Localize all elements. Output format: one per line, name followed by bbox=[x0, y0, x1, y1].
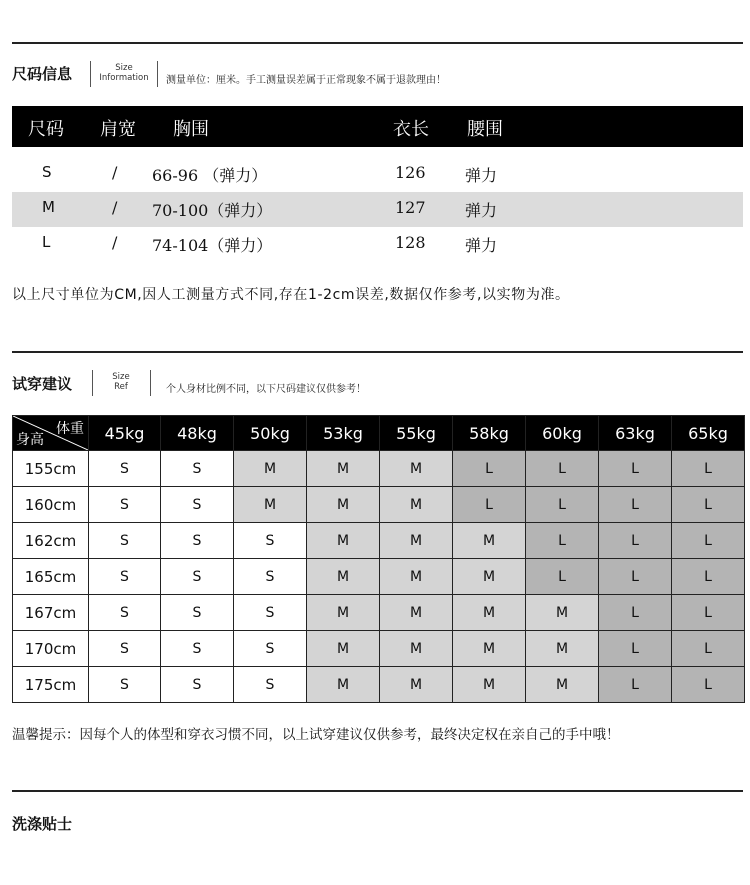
corner-weight-label: 体重 bbox=[56, 421, 84, 437]
size-cell: S bbox=[161, 487, 234, 523]
size-cell: S bbox=[234, 667, 307, 703]
size-cell: S bbox=[161, 667, 234, 703]
height-cell: 162cm bbox=[13, 523, 89, 559]
height-cell: 167cm bbox=[13, 595, 89, 631]
height-cell: 165cm bbox=[13, 559, 89, 595]
wash-title: 洗涤贴士 bbox=[12, 815, 73, 833]
size-cell: S bbox=[234, 559, 307, 595]
size-cell: M bbox=[526, 595, 599, 631]
size-cell: M bbox=[380, 487, 453, 523]
size-row: M / 70-100（弹力） 127 弹力 bbox=[12, 192, 743, 227]
size-cell: M bbox=[453, 559, 526, 595]
size-cell: S bbox=[161, 451, 234, 487]
size-cell: S bbox=[89, 667, 161, 703]
size-ref-title: 试穿建议 bbox=[12, 375, 73, 393]
size-cell: M bbox=[307, 595, 380, 631]
weight-header: 53kg bbox=[307, 416, 380, 451]
size-ref-note: 个人身材比例不同，以下尺码建议仅供参考！ bbox=[166, 384, 366, 395]
table-row bbox=[13, 595, 745, 631]
size-cell: L bbox=[599, 451, 672, 487]
size-cell: S bbox=[161, 631, 234, 667]
size-cell: L bbox=[599, 559, 672, 595]
size-cell: L bbox=[526, 559, 599, 595]
table-corner bbox=[13, 416, 89, 451]
table-row bbox=[13, 631, 745, 667]
table-row bbox=[13, 559, 745, 595]
size-cell: S bbox=[161, 523, 234, 559]
section-divider bbox=[12, 351, 743, 353]
height-cell: 160cm bbox=[13, 487, 89, 523]
size-cell: S bbox=[89, 487, 161, 523]
size-cell: M bbox=[380, 631, 453, 667]
header-shoulder: 肩宽 bbox=[100, 119, 136, 140]
size-cell: S bbox=[89, 595, 161, 631]
size-cell: S bbox=[234, 523, 307, 559]
size-cell: M bbox=[380, 667, 453, 703]
size-info-title: 尺码信息 bbox=[12, 65, 73, 83]
size-cell: S bbox=[234, 595, 307, 631]
size-cell: M bbox=[307, 487, 380, 523]
table-row bbox=[13, 451, 745, 487]
size-cell: L bbox=[672, 667, 745, 703]
size-cell: L bbox=[599, 631, 672, 667]
size-recommendation-table bbox=[12, 415, 745, 703]
title-separator bbox=[90, 61, 91, 87]
size-cell: L bbox=[672, 523, 745, 559]
corner-height-label: 身高 bbox=[16, 432, 44, 448]
size-remark: 以上尺寸单位为CM,因人工测量方式不同,存在1-2cm误差,数据仅作参考,以实物为准。 bbox=[12, 287, 570, 303]
header-size: 尺码 bbox=[28, 119, 64, 140]
height-cell: 155cm bbox=[13, 451, 89, 487]
size-cell: M bbox=[234, 451, 307, 487]
size-cell: L bbox=[672, 559, 745, 595]
size-info-en-label: Size Information bbox=[99, 63, 149, 83]
size-cell: L bbox=[672, 487, 745, 523]
size-cell: M bbox=[380, 595, 453, 631]
size-cell: M bbox=[307, 451, 380, 487]
header-chest: 胸围 bbox=[173, 119, 209, 140]
header-length: 衣长 bbox=[393, 119, 429, 140]
height-cell: 175cm bbox=[13, 667, 89, 703]
size-cell: M bbox=[453, 667, 526, 703]
size-cell: M bbox=[380, 523, 453, 559]
size-cell: S bbox=[89, 631, 161, 667]
table-row bbox=[13, 667, 745, 703]
size-cell: M bbox=[453, 523, 526, 559]
size-cell: L bbox=[672, 595, 745, 631]
size-cell: S bbox=[161, 559, 234, 595]
size-cell: M bbox=[453, 631, 526, 667]
size-cell: M bbox=[380, 559, 453, 595]
size-cell: S bbox=[89, 523, 161, 559]
size-cell: L bbox=[599, 667, 672, 703]
top-divider bbox=[12, 42, 743, 44]
size-cell: M bbox=[380, 451, 453, 487]
size-cell: M bbox=[307, 559, 380, 595]
size-cell: M bbox=[526, 667, 599, 703]
weight-header-row bbox=[13, 416, 745, 451]
size-cell: L bbox=[526, 451, 599, 487]
size-cell: L bbox=[599, 595, 672, 631]
title-separator bbox=[92, 370, 93, 396]
size-cell: S bbox=[234, 631, 307, 667]
weight-header: 58kg bbox=[453, 416, 526, 451]
size-cell: S bbox=[161, 595, 234, 631]
warm-tip: 温馨提示：因每个人的体型和穿衣习惯不同，以上试穿建议仅供参考，最终决定权在亲自己的手中哦！ bbox=[12, 727, 620, 743]
size-ref-en-label: Size Ref bbox=[112, 372, 130, 392]
weight-header: 50kg bbox=[234, 416, 307, 451]
table-row bbox=[13, 487, 745, 523]
weight-header: 45kg bbox=[89, 416, 161, 451]
size-row: S / 66-96 （弹力） 126 弹力 bbox=[12, 157, 743, 192]
size-cell: L bbox=[599, 487, 672, 523]
weight-header: 63kg bbox=[599, 416, 672, 451]
title-separator bbox=[150, 370, 151, 396]
size-cell: L bbox=[453, 451, 526, 487]
size-cell: S bbox=[89, 559, 161, 595]
size-cell: L bbox=[526, 487, 599, 523]
size-cell: L bbox=[453, 487, 526, 523]
size-cell: L bbox=[672, 631, 745, 667]
size-cell: M bbox=[307, 667, 380, 703]
size-info-note: 测量单位：厘米。手工测量误差属于正常现象不属于退款理由！ bbox=[166, 75, 446, 86]
size-cell: M bbox=[307, 631, 380, 667]
weight-header: 55kg bbox=[380, 416, 453, 451]
size-cell: M bbox=[234, 487, 307, 523]
size-cell: L bbox=[672, 451, 745, 487]
size-cell: L bbox=[599, 523, 672, 559]
section-divider bbox=[12, 790, 743, 792]
size-cell: M bbox=[526, 631, 599, 667]
title-separator bbox=[157, 61, 158, 87]
size-cell: M bbox=[453, 595, 526, 631]
weight-header: 60kg bbox=[526, 416, 599, 451]
weight-header: 65kg bbox=[672, 416, 745, 451]
size-cell: M bbox=[307, 523, 380, 559]
size-row: L / 74-104（弹力） 128 弹力 bbox=[12, 227, 743, 262]
size-cell: S bbox=[89, 451, 161, 487]
weight-header: 48kg bbox=[161, 416, 234, 451]
height-cell: 170cm bbox=[13, 631, 89, 667]
table-row bbox=[13, 523, 745, 559]
size-cell: L bbox=[526, 523, 599, 559]
size-info-header bbox=[12, 106, 743, 147]
header-waist: 腰围 bbox=[467, 119, 503, 140]
